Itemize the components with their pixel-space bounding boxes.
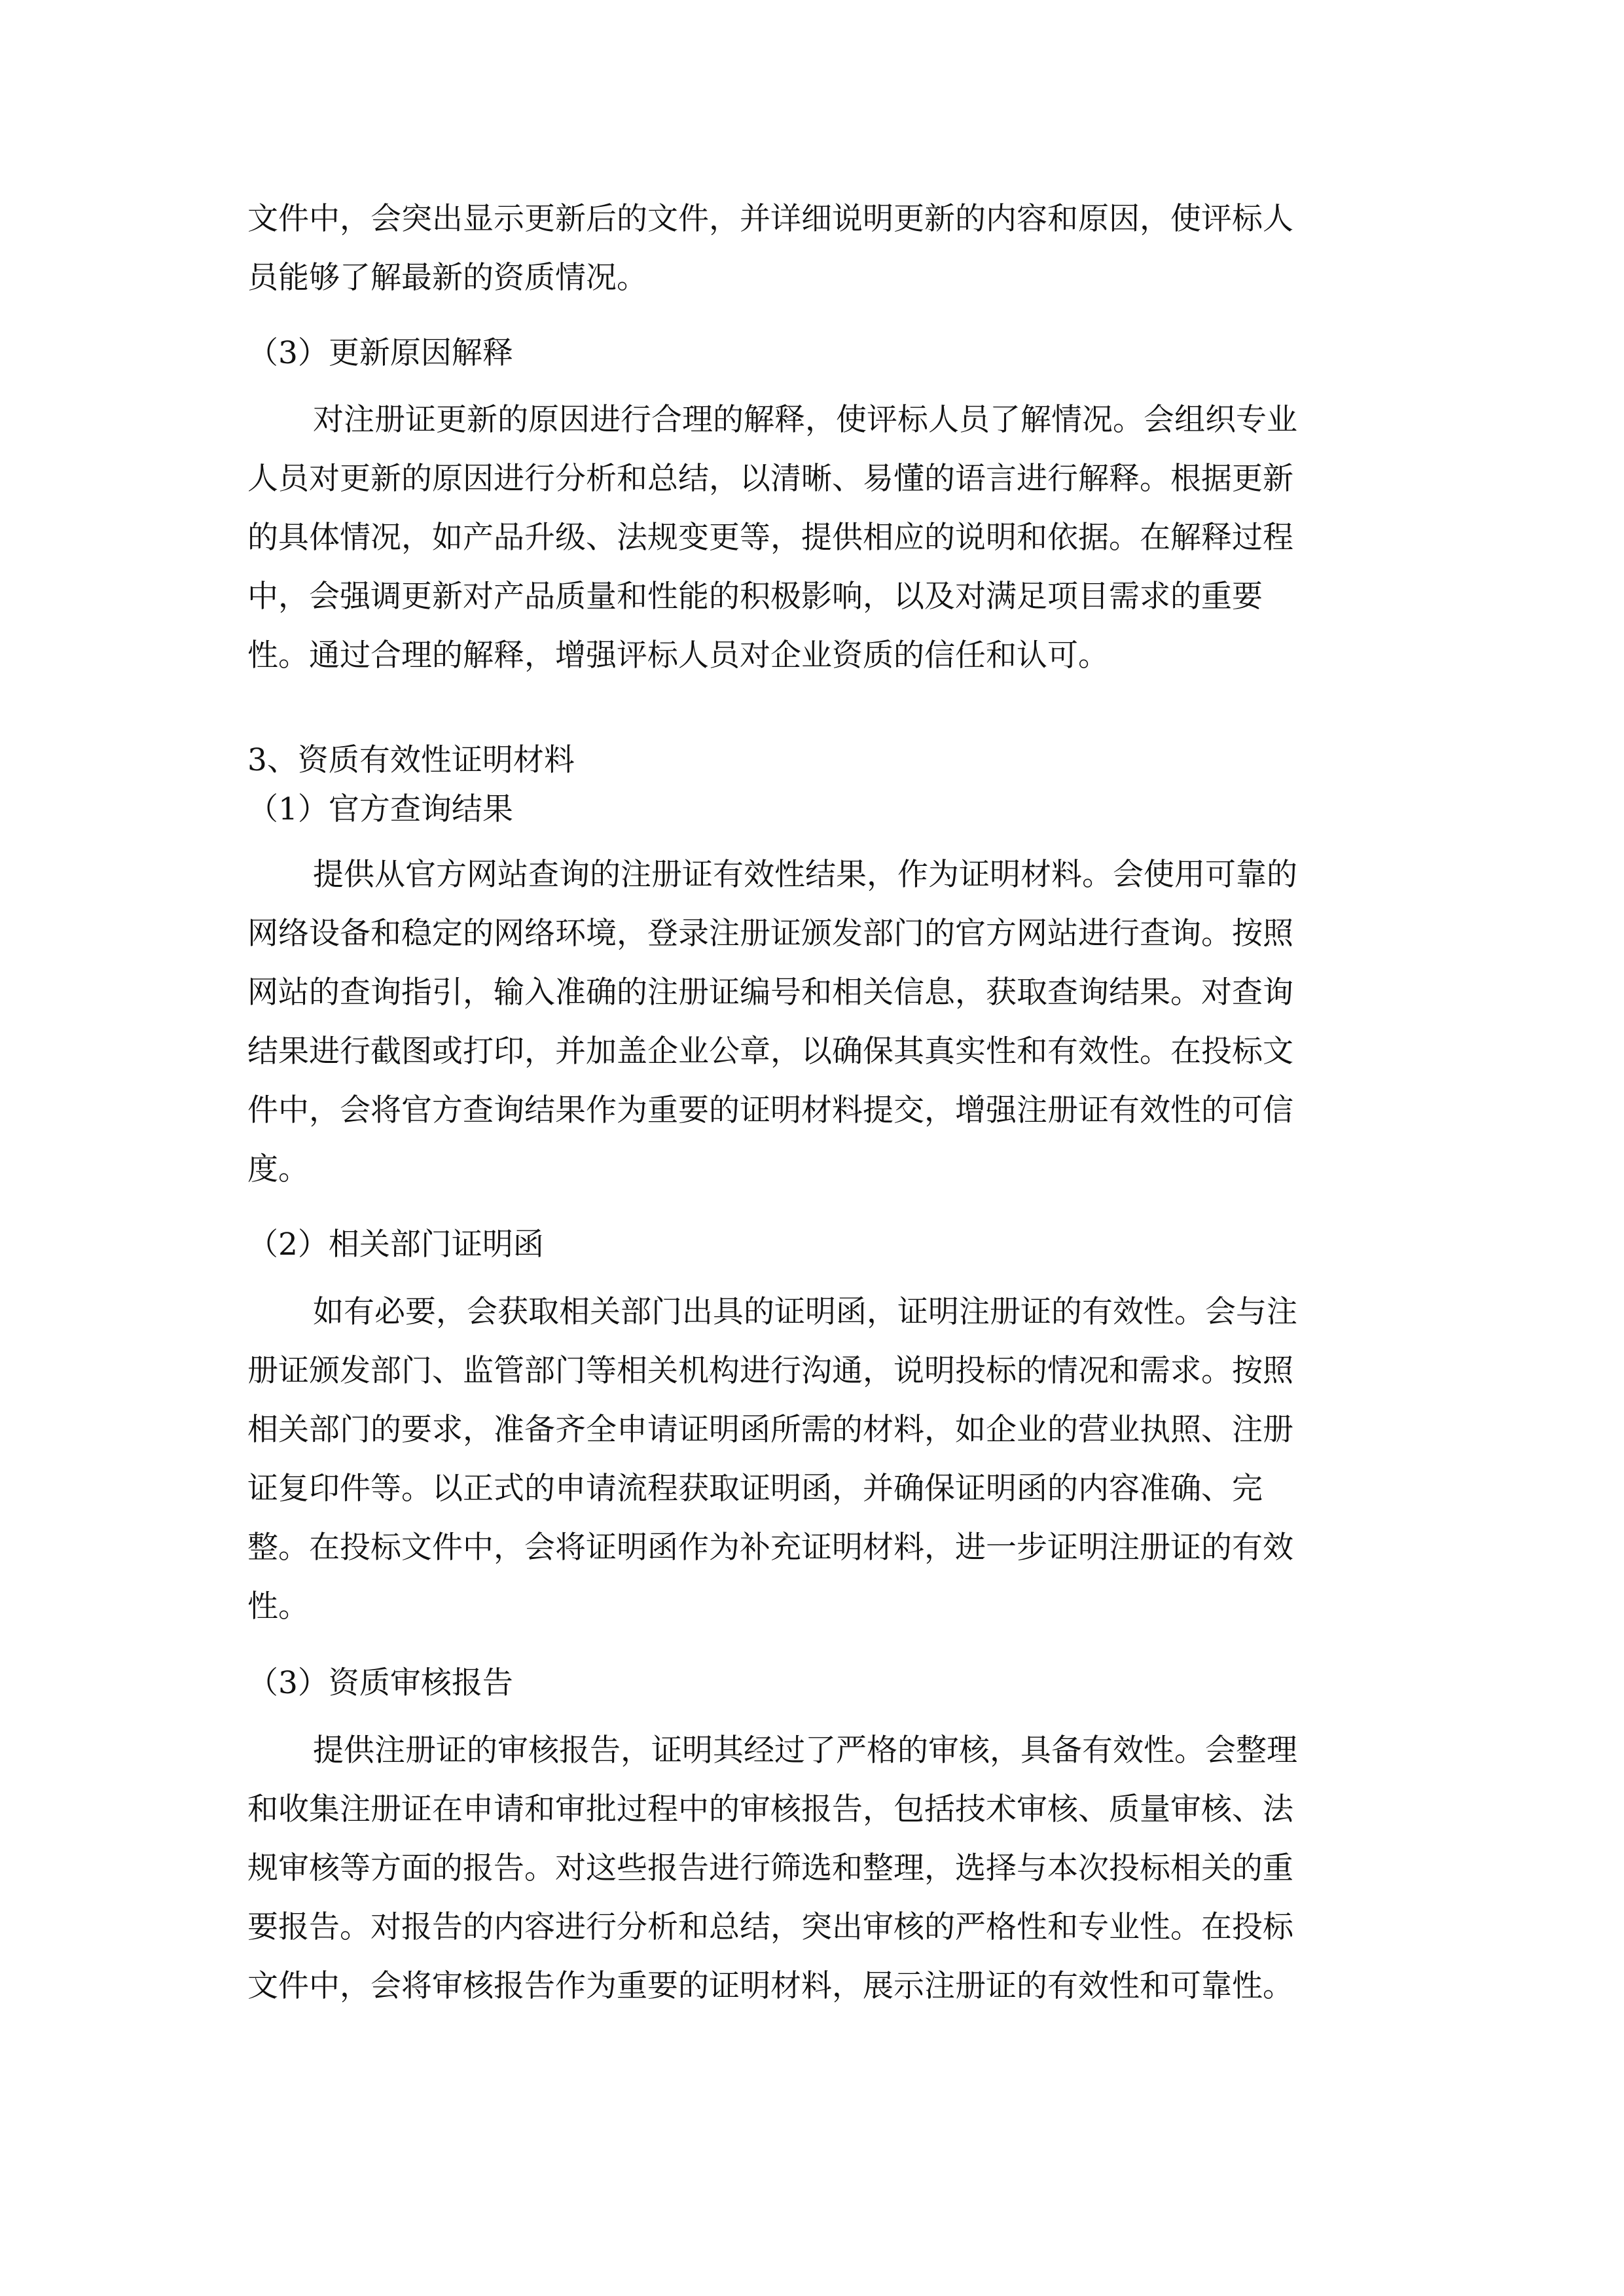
section-heading-3-audit-report: （3）资质审核报告 <box>247 1665 513 1701</box>
paragraph-line: 的具体情况，如产品升级、法规变更等，提供相应的说明和依据。在解释过程 <box>247 520 1293 556</box>
paragraph-line: 文件中，会将审核报告作为重要的证明材料，展示注册证的有效性和可靠性。 <box>247 1968 1293 2004</box>
section-heading-1-official-query: （1）官方查询结果 <box>247 791 513 827</box>
paragraph-line: 证复印件等。以正式的申请流程获取证明函，并确保证明函的内容准确、完 <box>247 1471 1263 1507</box>
paragraph-line: 相关部门的要求，准备齐全申请证明函所需的材料，如企业的营业执照、注册 <box>247 1412 1293 1448</box>
paragraph-line: 提供注册证的审核报告，证明其经过了严格的审核，具备有效性。会整理 <box>313 1732 1297 1768</box>
paragraph-line: 结果进行截图或打印，并加盖企业公章，以确保其真实性和有效性。在投标文 <box>247 1033 1293 1069</box>
paragraph-line: 如有必要，会获取相关部门出具的证明函，证明注册证的有效性。会与注 <box>313 1294 1297 1330</box>
paragraph-line: 人员对更新的原因进行分析和总结，以清晰、易懂的语言进行解释。根据更新 <box>247 461 1293 497</box>
paragraph-line: 性。通过合理的解释，增强评标人员对企业资质的信任和认可。 <box>247 637 1109 673</box>
paragraph-line: 和收集注册证在申请和审批过程中的审核报告，包括技术审核、质量审核、法 <box>247 1791 1293 1827</box>
paragraph-line: 性。 <box>247 1588 309 1624</box>
paragraph-line: 员能够了解最新的资质情况。 <box>247 260 647 296</box>
paragraph-line: 网络设备和稳定的网络环境，登录注册证颁发部门的官方网站进行查询。按照 <box>247 916 1293 952</box>
paragraph-line: 对注册证更新的原因进行合理的解释，使评标人员了解情况。会组织专业 <box>313 402 1297 438</box>
paragraph-line: 整。在投标文件中，会将证明函作为补充证明材料，进一步证明注册证的有效 <box>247 1530 1293 1566</box>
paragraph-line: 文件中，会突出显示更新后的文件，并详细说明更新的内容和原因，使评标人 <box>247 201 1293 237</box>
section-heading-3-update-reason: （3）更新原因解释 <box>247 335 513 371</box>
paragraph-line: 网站的查询指引，输入准确的注册证编号和相关信息，获取查询结果。对查询 <box>247 975 1293 1011</box>
paragraph-line: 要报告。对报告的内容进行分析和总结，突出审核的严格性和专业性。在投标 <box>247 1909 1293 1945</box>
paragraph-line: 册证颁发部门、监管部门等相关机构进行沟通，说明投标的情况和需求。按照 <box>247 1353 1293 1389</box>
paragraph-line: 规审核等方面的报告。对这些报告进行筛选和整理，选择与本次投标相关的重 <box>247 1850 1293 1886</box>
section-heading-3: 3、资质有效性证明材料 <box>247 742 575 778</box>
section-heading-2-department-letter: （2）相关部门证明函 <box>247 1227 544 1263</box>
paragraph-line: 件中，会将官方查询结果作为重要的证明材料提交，增强注册证有效性的可信 <box>247 1092 1293 1128</box>
paragraph-line: 中，会强调更新对产品质量和性能的积极影响，以及对满足项目需求的重要 <box>247 579 1263 615</box>
paragraph-line: 提供从官方网站查询的注册证有效性结果，作为证明材料。会使用可靠的 <box>313 857 1297 893</box>
paragraph-line: 度。 <box>247 1151 309 1187</box>
